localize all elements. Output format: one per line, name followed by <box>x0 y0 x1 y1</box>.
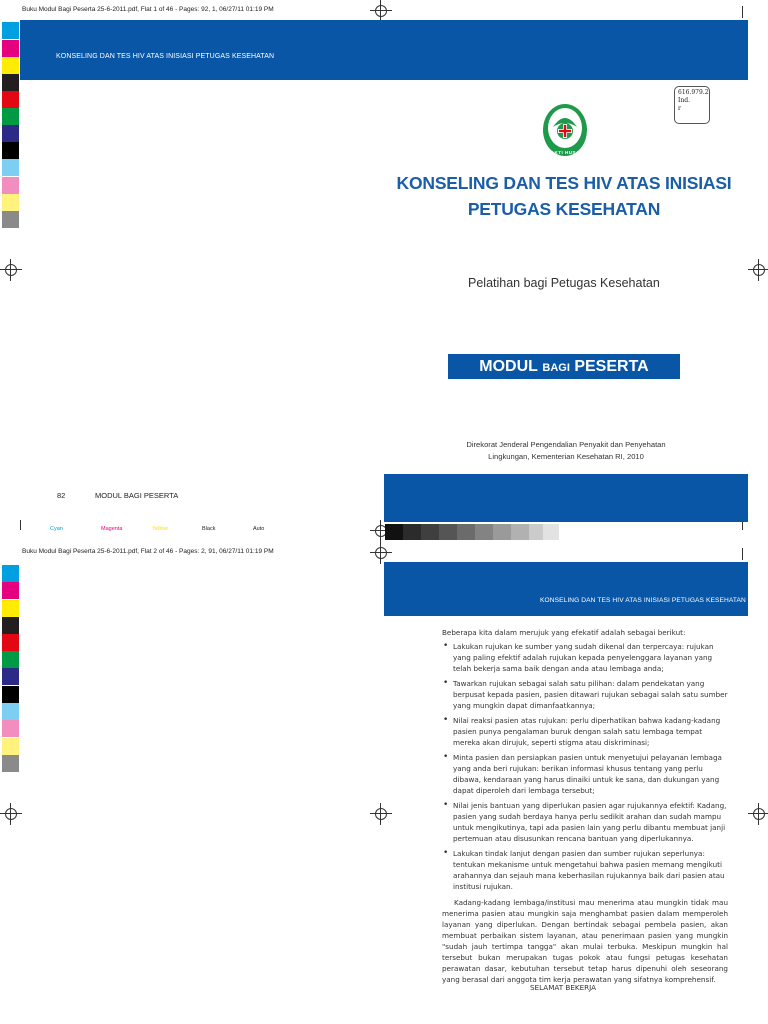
registration-mark-top-center <box>370 0 392 22</box>
color-label-magenta: Magenta <box>101 526 123 532</box>
logo-text: BAKTI HUSADA <box>547 150 588 155</box>
body-content <box>442 627 728 985</box>
publisher <box>446 439 686 463</box>
header-title: KONSELING DAN TES HIV ATAS INISIASI PETUGAS KESEHATAN <box>56 53 275 60</box>
stamp-line: r <box>678 105 681 112</box>
cover-title-line2: PETUGAS KESEHATAN <box>467 199 661 219</box>
registration-mark-right-2 <box>748 803 768 825</box>
color-label-yellow: Yellow <box>152 526 168 532</box>
header-bar-page2 <box>384 562 748 616</box>
list-item: • Nilai reaksi pasien atas rujukan: perlu diperhatikan bahwa kadang-kadang pasien punya pengalaman buruk dengan salah satu lembaga tempat mereka akan dirujuk, seperti stigma atau diskriminasi; <box>442 715 728 748</box>
bakti-husada-logo <box>541 103 589 161</box>
closing-text: SELAMAT BEKERJA <box>530 983 597 992</box>
header-title-page2: KONSELING DAN TES HIV ATAS INISIASI PETUGAS KESEHATAN <box>540 597 746 604</box>
stamp-line: 616.979.2 <box>678 89 709 96</box>
module-title-small: BAGI <box>542 362 570 374</box>
color-label-black: Black <box>202 526 216 532</box>
list-item: • Nilai jenis bantuan yang diperlukan pasien agar rujukannya efektif: Kadang, pasien yang sudah berdaya hanya perlu sedikit arahan dan sudah mampu untuk mengikutinya, tapi ada pasien lain yang perlu dibantu membuat janji pertemuan atau disusunkan rencana bantuan yang diperlukannya. <box>442 800 728 844</box>
module-banner <box>448 354 680 379</box>
crop-mark <box>742 6 743 18</box>
crop-mark <box>20 520 21 530</box>
crop-mark <box>742 548 743 560</box>
registration-mark-right-1 <box>748 259 768 281</box>
stamp-line: Ind. <box>678 97 690 104</box>
list-item: • Lakukan tindak lanjut dengan pasien dan sumber rujukan seperlunya: tentukan mekanisme untuk mengetahui bahwa pasien memang mengikuti arahannya dan sejauh mana keberhasilan rujukannya baik dari pasien atau institusi rujukan. <box>442 848 728 892</box>
cover-title <box>380 170 748 222</box>
module-title-big: MODUL <box>479 358 538 375</box>
list-item: • Tawarkan rujukan sebagai salah satu pilihan: dalam pendekatan yang berpusat kepada pasien, pasien ditawari rujukan sebagai salah satu sumber yang mungkin dapat dimanfaatkannya; <box>442 678 728 711</box>
paragraph: Kadang-kadang lembaga/institusi mau menerima atau mungkin tidak mau menerima pasien atau mungkin saja menghambat pasien dalam memperoleh layanan yang diperlukan. Dengan bertindak sebagai pembela pasien, akan membuat perbaikan sistem layanan, atau penerimaan pasien yang mungkin "sudah jauh tertimpa tangga" akan mulai terbuka. Meskipun mungkin hal tersebut bukan merupakan tugas pokok atau fungsi petugas kesehatan perawatan dasar, kebutuhan tersebut tetap harus dipenuhi oleh seseorang yang berasal dari anggota tim kerja perawatan yang sifatnya komprehensif. <box>442 898 728 984</box>
cover-title-line1: KONSELING DAN TES HIV ATAS INISIASI <box>396 173 732 193</box>
list-item: • Lakukan rujukan ke sumber yang sudah dikenal dan terpercaya: rujukan yang paling efektif adalah rujukan kepada penyelenggara layanan yang telah bekerja sama baik dengan anda atau lembaga anda; <box>442 641 728 674</box>
intro-text: Beberapa kita dalam merujuk yang efekatif adalah sebagai berikut: <box>442 628 686 637</box>
publisher-line2: Lingkungan, Kementerian Kesehatan RI, 2010 <box>488 452 644 461</box>
registration-mark-left-2 <box>0 803 22 825</box>
pdf-info-bottom: Buku Modul Bagi Peserta 25-6-2011.pdf, Flat 2 of 46 - Pages: 2, 91, 06/27/11 01:19 PM <box>22 548 274 555</box>
footer-label: MODUL BAGI PESERTA <box>95 491 179 500</box>
cover-subtitle: Pelatihan bagi Petugas Kesehatan <box>468 276 660 290</box>
footer-bar <box>384 474 748 522</box>
module-title-end: PESERTA <box>574 358 649 375</box>
pdf-info-top: Buku Modul Bagi Peserta 25-6-2011.pdf, Flat 1 of 46 - Pages: 92, 1, 06/27/11 01:19 PM <box>22 6 274 13</box>
publisher-line1: Direkorat Jenderal Pengendalian Penyakit dan Penyehatan <box>466 440 666 449</box>
registration-mark-mid-center-2 <box>370 542 392 564</box>
library-stamp <box>674 86 710 124</box>
header-bar <box>20 20 748 80</box>
list-item: • Minta pasien dan persiapkan pasien untuk menyetujui pelayanan lembaga yang anda beri rujukan: berikan informasi khusus tentang yang perlu dibawa, kendaraan yang harus dinaiki untuk ke sana, dan dukungan yang dapat diperoleh dari lembaga tersebut; <box>442 752 728 796</box>
registration-mark-left-1 <box>0 259 22 281</box>
bullet-list <box>442 641 728 892</box>
color-label-auto: Auto <box>253 526 265 532</box>
registration-mark-center-left-2 <box>370 803 392 825</box>
color-label-cyan: Cyan <box>50 526 63 532</box>
page-number: 82 <box>57 491 66 500</box>
